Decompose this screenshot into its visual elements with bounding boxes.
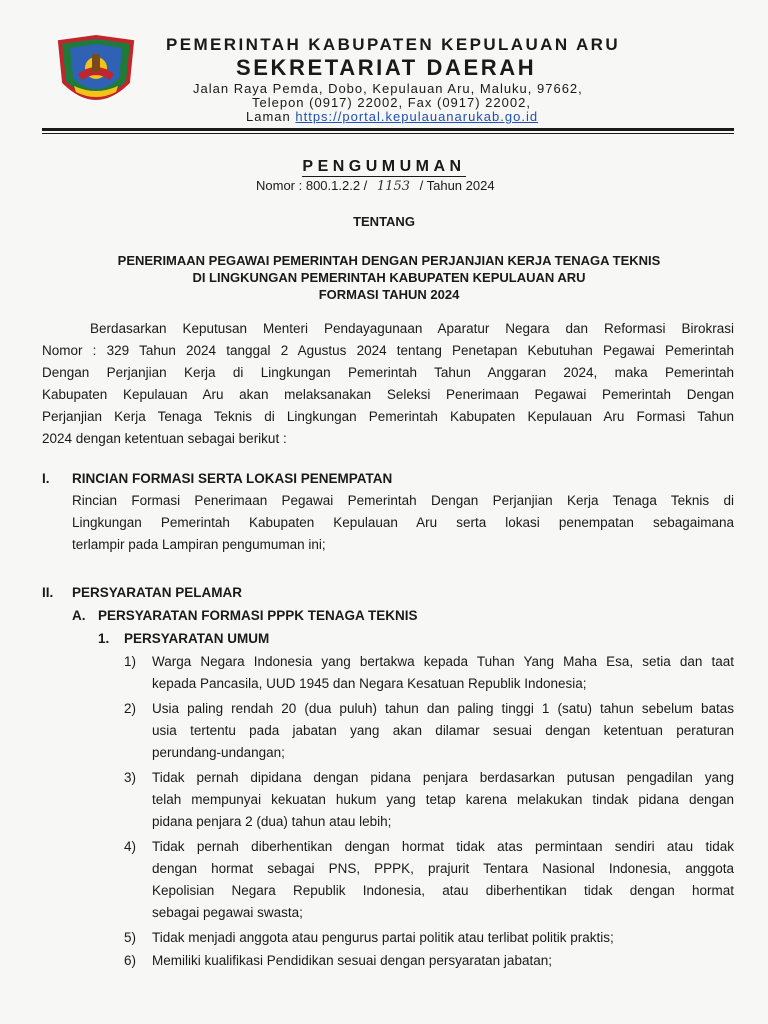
document-number: Nomor : 800.1.2.2 / 1153 / Tahun 2024 xyxy=(256,178,495,194)
item-4-number: 4) xyxy=(124,839,137,854)
item-6-number: 6) xyxy=(124,953,137,968)
item-2-text: Usia paling rendah 20 (dua puluh) tahun dan paling tinggi 1 (satu) tahun sebelum batas usia tertentu pada jabatan yang akan dilamar sesuai dengan ketentuan peraturan perundang-undangan; xyxy=(152,701,734,760)
letterhead-phone: Telepon (0917) 22002, Fax (0917) 22002, xyxy=(252,95,531,110)
letterhead-government: PEMERINTAH KABUPATEN KEPULAUAN ARU xyxy=(166,35,621,54)
letterhead-rule-thick xyxy=(42,128,734,131)
item-1-number: 1) xyxy=(124,654,137,669)
subject-line-2: DI LINGKUNGAN PEMERINTAH KABUPATEN KEPULAUAN ARU xyxy=(192,270,586,285)
letterhead-office: SEKRETARIAT DAERAH xyxy=(236,55,537,80)
subsection-a-title: PERSYARATAN FORMASI PPPK TENAGA TEKNIS xyxy=(98,608,418,623)
subsubsection-1-number: 1. xyxy=(98,631,110,646)
item-5-number: 5) xyxy=(124,930,137,945)
subsubsection-1-title: PERSYARATAN UMUM xyxy=(124,631,270,646)
website-link[interactable]: https://portal.kepulauanarukab.go.id xyxy=(295,109,539,124)
item-3-text: Tidak pernah dipidana dengan pidana penjara berdasarkan putusan pengadilan yang telah mempunyai kekuatan hukum yang tetap karena melakukan tindak pidana dengan pidana penjara 2 (dua) tahun atau lebih; xyxy=(152,770,734,829)
section-1-number: I. xyxy=(42,471,50,486)
section-2-number: II. xyxy=(42,585,54,600)
item-2-number: 2) xyxy=(124,701,137,716)
tentang-heading: TENTANG xyxy=(353,214,415,229)
letterhead-rule-thin xyxy=(42,133,734,134)
item-4-text: Tidak pernah diberhentikan dengan hormat tidak atas permintaan sendiri atau tidak dengan hormat sebagai PNS, PPPK, prajurit Tentara Nasional Indonesia, anggota Kepolisian Negara Republik Indonesia, atau diberhentikan tidak dengan hormat sebagai pegawai swasta; xyxy=(152,839,734,920)
section-2-title: PERSYARATAN PELAMAR xyxy=(72,585,243,600)
letterhead-website: Laman https://portal.kepulauanarukab.go.id xyxy=(246,109,539,124)
subject-line-1: PENERIMAAN PEGAWAI PEMERINTAH DENGAN PERJANJIAN KERJA TENAGA TEKNIS xyxy=(117,253,661,268)
item-3-number: 3) xyxy=(124,770,137,785)
item-1-text: Warga Negara Indonesia yang bertakwa kepada Tuhan Yang Maha Esa, setia dan taat kepada Pancasila, UUD 1945 dan Negara Kesatuan Republik Indonesia; xyxy=(152,654,734,691)
regency-emblem-icon xyxy=(50,34,142,112)
intro-paragraph: Berdasarkan Keputusan Menteri Pendayagunaan Aparatur Negara dan Reformasi Birokrasi Nomor : 329 Tahun 2024 tanggal 2 Agustus 2024 tentang Penetapan Kebutuhan Pegawai Pemerintah Dengan Perjanjian Kerja di Lingkungan Pemerintah Tahun Anggaran 2024, maka Pemerintah Kabupaten Kepulauan Aru akan melaksanakan Seleksi Penerimaan Pegawai Pemerintah Dengan Perjanjian Kerja Tenaga Teknis di Lingkungan Pemerintah Kabupaten Kepulauan Aru Formasi Tahun 2024 dengan ketentuan sebagai berikut : xyxy=(42,321,734,446)
letterhead-address: Jalan Raya Pemda, Dobo, Kepulauan Aru, Maluku, 97662, xyxy=(193,81,583,96)
document-title: PENGUMUMAN xyxy=(302,158,466,175)
item-5-text: Tidak menjadi anggota atau pengurus partai politik atau terlibat politik praktis; xyxy=(152,930,614,945)
item-6-text: Memiliki kualifikasi Pendidikan sesuai dengan persyaratan jabatan; xyxy=(152,953,552,968)
subject-line-3: FORMASI TAHUN 2024 xyxy=(318,287,460,302)
section-1-body: Rincian Formasi Penerimaan Pegawai Pemerintah Dengan Perjanjian Kerja Tenaga Teknis di Lingkungan Pemerintah Kabupaten Kepulauan Aru serta lokasi penempatan sebagaimana terlampir pada Lampiran pengumuman ini; xyxy=(72,493,734,552)
handwritten-number: 1153 xyxy=(376,179,410,194)
section-1-title: RINCIAN FORMASI SERTA LOKASI PENEMPATAN xyxy=(72,471,393,486)
subsection-a-number: A. xyxy=(72,608,86,623)
